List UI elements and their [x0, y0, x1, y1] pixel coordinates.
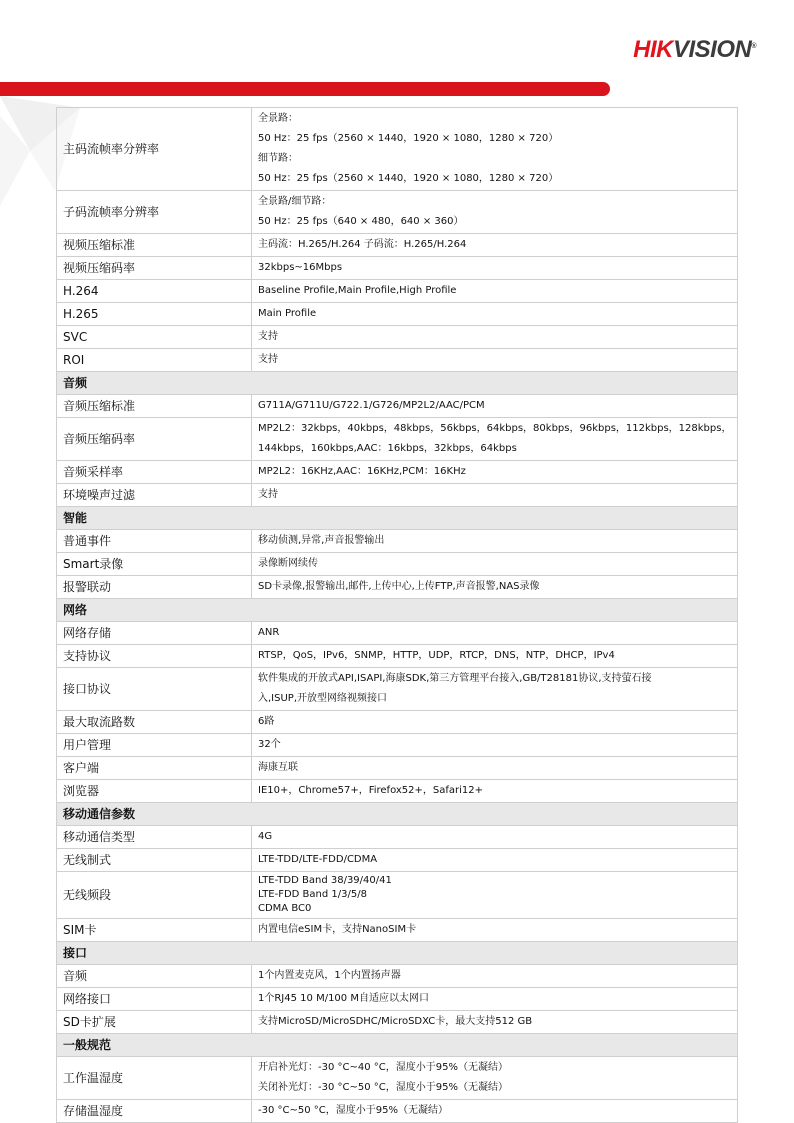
spec-row: [57, 919, 738, 942]
spec-row: [57, 780, 738, 803]
spec-row: [57, 280, 738, 303]
spec-label: 无线制式: [57, 849, 252, 872]
spec-label: 音频压缩标准: [57, 395, 252, 418]
spec-label: 环境噪声过滤: [57, 484, 252, 507]
spec-row: [57, 826, 738, 849]
spec-value: [252, 1011, 738, 1034]
spec-label: ROI: [57, 349, 252, 372]
spec-value: [252, 349, 738, 372]
section-header-row: [57, 372, 738, 395]
spec-value-line: LTE-TDD Band 38/39/40/41: [258, 875, 392, 886]
brand-logo: [633, 36, 756, 64]
spec-value: [252, 988, 738, 1011]
spec-value: [252, 234, 738, 257]
section-header-row: [57, 942, 738, 965]
spec-row: [57, 191, 738, 234]
spec-value-line: 支持MicroSD/MicroSDHC/MicroSDXC卡，最大支持512 GB: [258, 1016, 533, 1027]
spec-value: [252, 1100, 738, 1123]
spec-label: 接口协议: [57, 668, 252, 711]
spec-row: [57, 965, 738, 988]
spec-value-line: 内置电信eSIM卡，支持NanoSIM卡: [258, 924, 417, 935]
spec-value: [252, 849, 738, 872]
spec-label: H.264: [57, 280, 252, 303]
spec-value-line: 50 Hz：25 fps（2560 × 1440，1920 × 1080，1280 × 720）: [258, 133, 559, 144]
spec-row: [57, 988, 738, 1011]
spec-value-line: 50 Hz：25 fps（2560 × 1440，1920 × 1080，1280 × 720）: [258, 173, 559, 184]
spec-value-line: 入,ISUP,开放型网络视频接口: [258, 693, 388, 704]
spec-row: [57, 872, 738, 919]
spec-label: SVC: [57, 326, 252, 349]
spec-value: [252, 965, 738, 988]
spec-label: 网络存储: [57, 622, 252, 645]
spec-value: [252, 280, 738, 303]
spec-value: [252, 191, 738, 234]
spec-value-line: RTSP，QoS，IPv6，SNMP，HTTP，UDP，RTCP，DNS，NTP，DHCP，IPv4: [258, 650, 615, 661]
spec-value-line: 全景路：: [258, 113, 298, 124]
spec-label: 网络接口: [57, 988, 252, 1011]
spec-value-line: 支持: [258, 331, 278, 342]
spec-value: [252, 734, 738, 757]
spec-value: [252, 257, 738, 280]
spec-label: 视频压缩标准: [57, 234, 252, 257]
brand-logo-reg: ®: [751, 43, 756, 50]
spec-value-line: 主码流：H.265/H.264 子码流：H.265/H.264: [258, 239, 467, 250]
spec-value-line: SD卡录像,报警输出,邮件,上传中心,上传FTP,声音报警,NAS录像: [258, 581, 540, 592]
spec-row: [57, 622, 738, 645]
spec-table: [56, 107, 738, 1123]
spec-row: [57, 734, 738, 757]
spec-value-line: MP2L2：16KHz,AAC：16KHz,PCM：16KHz: [258, 466, 466, 477]
brand-logo-hik: HIK: [633, 36, 673, 63]
spec-value: [252, 326, 738, 349]
spec-value: [252, 530, 738, 553]
spec-row: [57, 484, 738, 507]
spec-value-line: 1个RJ45 10 M/100 M自适应以太网口: [258, 993, 429, 1004]
section-header-row: [57, 599, 738, 622]
section-title: 智能: [57, 507, 738, 530]
spec-label: 视频压缩码率: [57, 257, 252, 280]
spec-value: [252, 711, 738, 734]
spec-value-line: 32kbps~16Mbps: [258, 262, 343, 273]
section-header-row: [57, 1034, 738, 1057]
section-title: 接口: [57, 942, 738, 965]
spec-label: 最大取流路数: [57, 711, 252, 734]
spec-value: [252, 780, 738, 803]
spec-row: [57, 530, 738, 553]
spec-label: 普通事件: [57, 530, 252, 553]
spec-value-line: 32个: [258, 739, 281, 750]
spec-value: [252, 1057, 738, 1100]
spec-value-line: ANR: [258, 627, 280, 638]
spec-row: [57, 395, 738, 418]
section-header-row: [57, 507, 738, 530]
spec-row: [57, 553, 738, 576]
spec-value: [252, 872, 738, 919]
spec-row: [57, 1100, 738, 1123]
spec-value-line: 细节路：: [258, 153, 298, 164]
spec-value: [252, 484, 738, 507]
spec-label: 无线频段: [57, 872, 252, 919]
spec-row: [57, 257, 738, 280]
spec-value-line: 软件集成的开放式API,ISAPI,海康SDK,第三方管理平台接入,GB/T28181协议,支持萤石接: [258, 673, 652, 684]
spec-row: [57, 849, 738, 872]
spec-row: [57, 303, 738, 326]
header-red-bar: [0, 82, 610, 96]
spec-row: [57, 757, 738, 780]
spec-value-line: -30 °C~50 °C，湿度小于95%（无凝结）: [258, 1105, 448, 1116]
spec-value-line: IE10+，Chrome57+，Firefox52+，Safari12+: [258, 785, 484, 796]
spec-row: [57, 1011, 738, 1034]
spec-value: [252, 108, 738, 191]
spec-value-line: G711A/G711U/G722.1/G726/MP2L2/AAC/PCM: [258, 400, 485, 411]
spec-value: [252, 757, 738, 780]
brand-logo-vision: VISION: [672, 36, 752, 63]
spec-label: 存储温湿度: [57, 1100, 252, 1123]
spec-value: [252, 395, 738, 418]
spec-value-line: 50 Hz：25 fps（640 × 480，640 × 360）: [258, 216, 464, 227]
spec-value: [252, 461, 738, 484]
section-title: 网络: [57, 599, 738, 622]
spec-label: 主码流帧率分辨率: [57, 108, 252, 191]
spec-value-line: 移动侦测,异常,声音报警输出: [258, 535, 385, 546]
spec-row: [57, 668, 738, 711]
spec-value: [252, 418, 738, 461]
spec-row: [57, 576, 738, 599]
spec-value-line: 关闭补光灯：-30 °C~50 °C，湿度小于95%（无凝结）: [258, 1082, 508, 1093]
spec-label: 工作温湿度: [57, 1057, 252, 1100]
spec-value-line: LTE-FDD Band 1/3/5/8: [258, 889, 367, 900]
spec-value: [252, 645, 738, 668]
spec-value: [252, 553, 738, 576]
spec-value: [252, 826, 738, 849]
spec-label: 客户端: [57, 757, 252, 780]
spec-value-line: LTE-TDD/LTE-FDD/CDMA: [258, 854, 378, 865]
spec-value-line: Main Profile: [258, 308, 317, 319]
spec-value-line: 1个内置麦克风，1个内置扬声器: [258, 970, 401, 981]
spec-value: [252, 622, 738, 645]
spec-value-line: 6路: [258, 716, 275, 727]
spec-label: 音频压缩码率: [57, 418, 252, 461]
spec-label: 子码流帧率分辨率: [57, 191, 252, 234]
spec-row: [57, 1057, 738, 1100]
spec-label: 用户管理: [57, 734, 252, 757]
spec-value: [252, 576, 738, 599]
spec-value-line: CDMA BC0: [258, 903, 312, 914]
spec-row: [57, 108, 738, 191]
spec-label: 音频: [57, 965, 252, 988]
spec-value: [252, 668, 738, 711]
spec-row: [57, 711, 738, 734]
section-title: 移动通信参数: [57, 803, 738, 826]
spec-value-line: 全景路/细节路：: [258, 196, 332, 207]
spec-row: [57, 418, 738, 461]
spec-value-line: 开启补光灯：-30 °C~40 °C，湿度小于95%（无凝结）: [258, 1062, 508, 1073]
spec-value-line: 海康互联: [258, 762, 298, 773]
spec-label: 支持协议: [57, 645, 252, 668]
spec-label: 浏览器: [57, 780, 252, 803]
spec-label: H.265: [57, 303, 252, 326]
spec-label: 移动通信类型: [57, 826, 252, 849]
spec-value-line: 支持: [258, 354, 278, 365]
spec-value-line: 录像断网续传: [258, 558, 318, 569]
spec-row: [57, 349, 738, 372]
section-title: 音频: [57, 372, 738, 395]
spec-value: [252, 303, 738, 326]
section-header-row: [57, 803, 738, 826]
spec-label: 音频采样率: [57, 461, 252, 484]
spec-row: [57, 645, 738, 668]
spec-row: [57, 234, 738, 257]
spec-row: [57, 326, 738, 349]
spec-value-line: 4G: [258, 831, 273, 842]
spec-row: [57, 461, 738, 484]
spec-value-line: Baseline Profile,Main Profile,High Profile: [258, 285, 457, 296]
spec-value-line: MP2L2：32kbps，40kbps，48kbps，56kbps，64kbps，80kbps，96kbps，112kbps，128kbps，: [258, 423, 732, 434]
spec-value-line: 支持: [258, 489, 278, 500]
spec-label: SIM卡: [57, 919, 252, 942]
spec-value-line: 144kbps，160kbps,AAC：16kbps，32kbps，64kbps: [258, 443, 517, 454]
spec-label: SD卡扩展: [57, 1011, 252, 1034]
section-title: 一般规范: [57, 1034, 738, 1057]
spec-label: 报警联动: [57, 576, 252, 599]
spec-label: Smart录像: [57, 553, 252, 576]
spec-value: [252, 919, 738, 942]
